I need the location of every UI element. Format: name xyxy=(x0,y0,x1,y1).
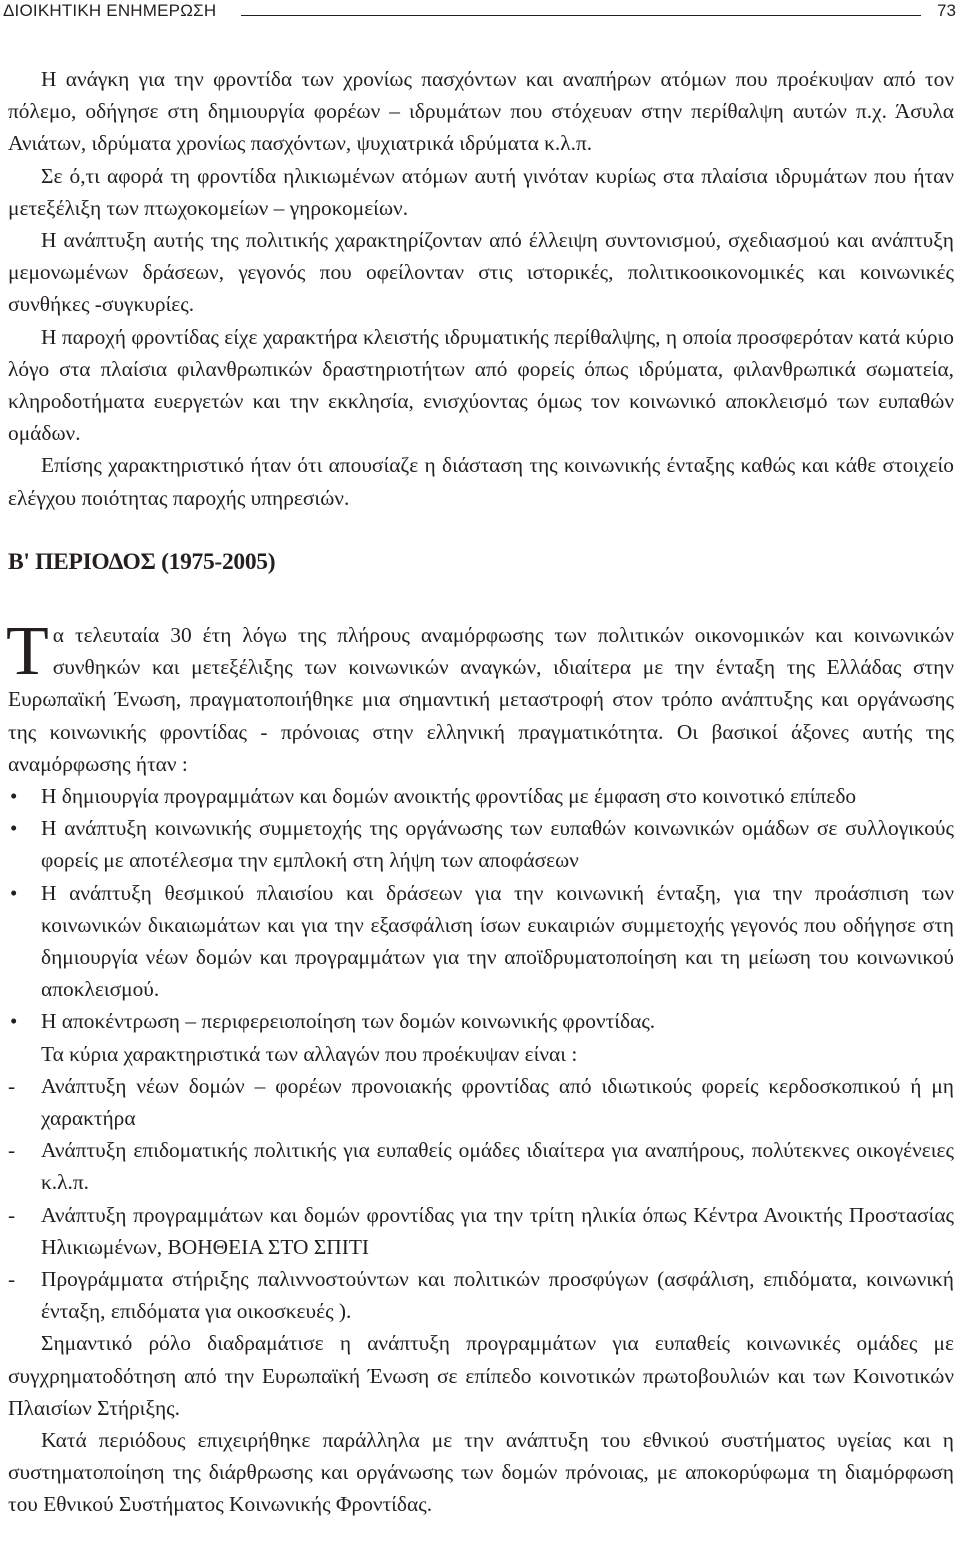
running-header xyxy=(0,0,960,28)
paragraph: Επίσης χαρακτηριστικό ήταν ότι απουσίαζε η διάσταση της κοινωνικής ένταξης καθώς και κάθε στοιχείο ελέγχου ποιότητας παροχής υπηρεσιών. xyxy=(8,453,954,510)
intro-text: α τελευταία 30 έτη λόγω της πλήρους αναμόρφωσης των πολιτικών οικονομικών και κοινωνικών συνθηκών και μετεξέλιξης των κοινωνικών αναγκών, ιδιαίτερα με την ένταξη της Ελλάδας στην Ευρωπαϊκή Ένωση, πραγματοποιήθηκε μια σημαντική μεταστροφή στον τρόπο ανάπτυξης και οργάνωσης της κοινωνικής φροντίδας - πρόνοιας στην ελληνική πραγματικότητα. Οι βασικοί άξονες αυτής της αναμόρφωσης ήταν : xyxy=(8,623,954,776)
paragraph: Η ανάγκη για την φροντίδα των χρονίως πασχόντων και αναπήρων ατόμων που προέκυψαν από τον πόλεμο, οδήγησε στη δημιουργία φορέων – ιδρυμάτων που στόχευαν στην περίθαλψη αυτών π.χ. Άσυλα Ανιάτων, ιδρύματα χρονίως πασχόντων, ψυχιατρικά ιδρύματα κ.λ.π. xyxy=(8,67,954,156)
list-item-text: Προγράμματα στήριξης παλιννοστούντων και πολιτικών προσφύγων (ασφάλιση, επιδόματα, κοινωνική ένταξη, επιδόματα για οικοσκευές ). xyxy=(41,1267,954,1324)
dash-marker: - xyxy=(8,1073,16,1098)
intro-paragraph xyxy=(6,613,954,780)
section-heading: Β' ΠΕΡΙΟΔΟΣ (1975-2005) xyxy=(8,549,276,575)
list-item xyxy=(8,1263,954,1327)
list-item xyxy=(8,1134,954,1198)
bullet-icon: • xyxy=(10,784,18,809)
paragraph: Σε ό,τι αφορά τη φροντίδα ηλικιωμένων ατόμων αυτή γινόταν κυρίως στα πλαίσια ιδρυμάτων που ήταν μετεξέλιξη των πτωχοκομείων – γηροκομείων. xyxy=(8,163,954,220)
list-item-text: Η αποκέντρωση – περιφερειοποίηση των δομών κοινωνικής φροντίδας. xyxy=(41,1009,656,1034)
changes-intro: Τα κύρια χαρακτηριστικά των αλλαγών που προέκυψαν είναι : xyxy=(41,1041,578,1066)
bullet-icon: • xyxy=(10,1009,18,1034)
list-item-text: Ανάπτυξη επιδοματικής πολιτικής για ευπαθείς ομάδες ιδιαίτερα για αναπήρους, πολύτεκνες οικογένειες κ.λ.π. xyxy=(41,1138,954,1195)
bullet-icon: • xyxy=(10,880,18,905)
list-item-text: Η ανάπτυξη κοινωνικής συμμετοχής της οργάνωσης των ευπαθών κοινωνικών ομάδων σε συλλογικούς φορείς με αποτέλεσμα την εμπλοκή στη λήψη των αποφάσεων xyxy=(41,816,954,873)
dash-list xyxy=(8,1070,954,1328)
list-item xyxy=(8,780,954,812)
list-item xyxy=(8,812,954,876)
dash-marker: - xyxy=(8,1202,16,1227)
list-item xyxy=(8,1005,954,1037)
section-b-text xyxy=(6,613,954,1521)
drop-cap: Τ xyxy=(6,613,49,690)
section-a-text xyxy=(8,63,954,514)
page-number: 73 xyxy=(937,1,956,20)
paragraph: Σημαντικό ρόλο διαδραμάτισε η ανάπτυξη προγραμμάτων για ευπαθείς κοινωνικές ομάδες με συγχρηματοδότηση από την Ευρωπαϊκή Ένωση σε επίπεδο κοινοτικών πρωτοβουλιών και των Κοινοτικών Πλαισίων Στήριξης. xyxy=(8,1331,954,1420)
dash-marker: - xyxy=(8,1138,16,1163)
header-rule xyxy=(241,15,921,16)
list-item xyxy=(8,1199,954,1263)
paragraph: Κατά περιόδους επιχειρήθηκε παράλληλα με την ανάπτυξη του εθνικού συστήματος υγείας και η συστηματοποίηση της διάρθρωσης και οργάνωσης των δομών πρόνοιας, με αποκορύφωμα τη διαμόρφωση του Εθνικού Συστήματος Κοινωνικής Φροντίδας. xyxy=(8,1428,954,1517)
dash-marker: - xyxy=(8,1267,16,1292)
list-item-text: Ανάπτυξη προγραμμάτων και δομών φροντίδας για την τρίτη ηλικία όπως Κέντρα Ανοικτής Προστασίας Ηλικιωμένων, ΒΟΗΘΕΙΑ ΣΤΟ ΣΠΙΤΙ xyxy=(41,1202,954,1259)
paragraph: Η παροχή φροντίδας είχε χαρακτήρα κλειστής ιδρυματικής περίθαλψης, η οποία προσφερόταν κατά κύριο λόγο στα πλαίσια φιλανθρωπικών δραστηριοτήτων από φορείς όπως ιδρύματα, φιλανθρωπικά σωματεία, κληροδοτήματα ευεργετών και την εκκλησία, ενισχύοντας όμως τον κοινωνικό αποκλεισμό των ευπαθών ομάδων. xyxy=(8,324,954,446)
list-item xyxy=(8,877,954,1006)
running-header-title: ΔΙΟΙΚΗΤΙΚΗ ΕΝΗΜΕΡΩΣΗ xyxy=(3,1,217,20)
bullet-icon: • xyxy=(10,816,18,841)
bullet-list xyxy=(8,780,954,1038)
list-item-text: Η ανάπτυξη θεσμικού πλαισίου και δράσεων για την κοινωνική ένταξη, για την προάσπιση των κοινωνικών δικαιωμάτων και για την εξασφάλιση ίσων ευκαιριών συμμετοχής γεγονός που οδήγησε στη δημιουργία νέων δομών και προγραμμάτων για την αποϊδρυματοποίηση και τη μείωση του κοινωνικού αποκλεισμού. xyxy=(41,880,954,1002)
paragraph: Η ανάπτυξη αυτής της πολιτικής χαρακτηρίζονταν από έλλειψη συντονισμού, σχεδιασμού και ανάπτυξη μεμονωμένων δράσεων, γεγονός που οφείλονταν στις ιστορικές, πολιτικοοικονομικές και κοινωνικές συνθήκες -συγκυρίες. xyxy=(8,228,954,317)
list-item xyxy=(8,1070,954,1134)
list-item-text: Η δημιουργία προγραμμάτων και δομών ανοικτής φροντίδας με έμφαση στο κοινοτικό επίπεδο xyxy=(41,784,857,809)
list-item-text: Ανάπτυξη νέων δομών – φορέων προνοιακής φροντίδας από ιδιωτικούς φορείς κερδοσκοπικού ή μη χαρακτήρα xyxy=(41,1073,954,1131)
